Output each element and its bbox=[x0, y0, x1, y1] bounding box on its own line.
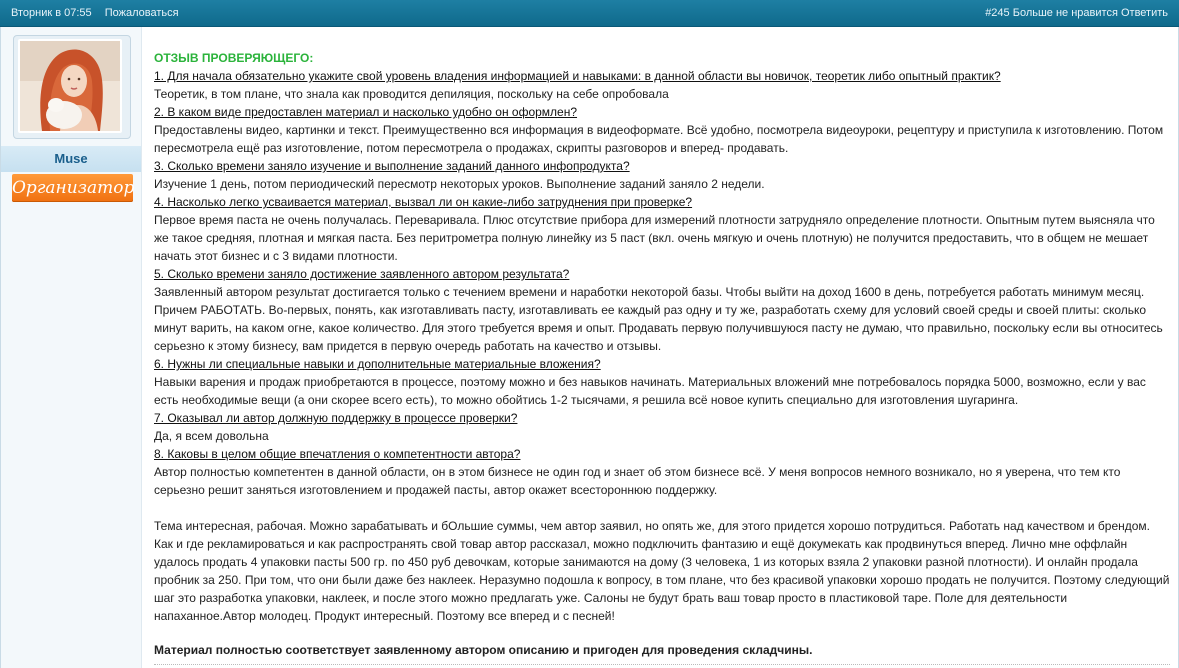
post-divider bbox=[154, 664, 1170, 665]
answer-6: Навыки варения и продаж приобретаются в процессе, поэтому можно и без навыков начинать. Материальных вложений мне потребовалось порядка 5000, возможно, если у вас есть необходимые вещи (а они скорее всего есть), то можно обойтись 1-2 тысячами, я решила всё новое купить специально для изготовления шугаринга. bbox=[154, 375, 1146, 407]
paragraph-gap bbox=[154, 499, 1170, 517]
conclusion-text: Материал полностью соответствует заявленному автором описанию и пригоден для проведения складчины. bbox=[154, 643, 813, 657]
question-5: 5. Сколько времени заняло достижение заявленного автором результата? bbox=[154, 267, 570, 281]
question-8: 8. Каковы в целом общие впечатления о компетентности автора? bbox=[154, 447, 521, 461]
question-6: 6. Нужны ли специальные навыки и дополнительные материальные вложения? bbox=[154, 357, 601, 371]
summary-paragraph: Тема интересная, рабочая. Можно зарабатывать и бОльшие суммы, чем автор заявил, но опять же, для этого придется хорошо потрудиться. Работать над качеством и брендом. Как и где рекламироваться и как распространять свой товар автор рассказал, можно подключить фантазию и ещё докумекать как продвинуться вперед. Лично мне оффлайн удалось продать 4 упаковки пасты 500 гр. по 450 руб девочкам, которые занимаются на дому (3 человека, 1 из которых взяла 2 упаковки разной плотности). И онлайн продала пробник за 250. При том, что они были даже без наклеек. Неразумно подошла к вопросу, в том плане, что без красивой упаковки хорошо продать не получится. Поэтому следующий шаг это разработка упаковки, наклеек, и после этого можно предлагать уже. Салоны не будут брать ваш товар просто в пластиковой таре. Поле для деятельности напаханное.Автор молодец. Продукт интересный. Поэтому все вперед и с песней! bbox=[154, 519, 1170, 623]
post-timestamp[interactable]: Вторник в 07:55 bbox=[11, 7, 92, 19]
user-title-badge: Организатор bbox=[12, 174, 133, 202]
user-sidebar bbox=[1, 27, 142, 668]
unlike-link[interactable]: Больше не нравится bbox=[1012, 7, 1118, 19]
answer-5: Заявленный автором результат достигается только с течением времени и наработки некоторой базы. Чтобы выйти на доход 1600 в день, потребуется работать минимум месяц. Причем РАБОТАТЬ. Во-первых, понять, как изготавливать пасту, изготавливать ее каждый раз одну и ту же, разработать схему для условий своей среды и своей плиты: сколько минут варить, на каком огне, какое количество. Для этого требуется время и опыт. Продавать первую получившуюся пасту не думаю, что правильно, поскольку если вы относитесь серьезно к этому бизнесу, вам придется в первую очередь работать на качество и отзывы. bbox=[154, 285, 1163, 353]
question-2: 2. В каком виде предоставлен материал и насколько удобно он оформлен? bbox=[154, 105, 578, 119]
question-4: 4. Насколько легко усваивается материал, вызвал ли он какие-либо затруднения при проверке? bbox=[154, 195, 693, 209]
answer-3: Изучение 1 день, потом периодический пересмотр некоторых уроков. Выполнение заданий заняло 2 недели. bbox=[154, 177, 765, 191]
answer-7: Да, я всем довольна bbox=[154, 429, 269, 443]
review-heading: ОТЗЫВ ПРОВЕРЯЮЩЕГО: bbox=[154, 51, 314, 65]
question-1: 1. Для начала обязательно укажите свой уровень владения информацией и навыками: в данной области вы новичок, теоретик либо опытный практик? bbox=[154, 69, 1001, 83]
username-link[interactable]: Muse bbox=[54, 151, 88, 166]
answer-2: Предоставлены видео, картинки и текст. Преимущественно вся информация в видеоформате. Всё удобно, посмотрела видеоуроки, рецептуру и приступила к изготовлению. Потом пересмотрела ещё раз изготовление, потом пересмотрела о продажах, скрипты разговоров и вперед- продавать. bbox=[154, 123, 1164, 155]
question-7: 7. Оказывал ли автор должную поддержку в процессе проверки? bbox=[154, 411, 518, 425]
reply-link[interactable]: Ответить bbox=[1120, 7, 1168, 19]
answer-8: Автор полностью компетентен в данной области, он в этом бизнесе не один год и знает об этом бизнесе всё. У меня вопросов немного возникало, но я уверена, что тем кто серьезно решит заняться изготовлением и продажей пасты, автор окажет всестороннюю поддержку. bbox=[154, 465, 1121, 497]
answer-1: Теоретик, в том плане, что знала как проводится депиляция, поскольку на себе опробовала bbox=[154, 87, 669, 101]
answer-4: Первое время паста не очень получалась. Переваривала. Плюс отсутствие прибора для измерений плотности затрудняло определение плотности. Опытным путем выясняла что же такое средняя, плотная и мягкая паста. Без перитрометра полную линейку из 5 паст (вкл. очень мягкую и очень плотную) не получится предоставить, что в общем не мешает начать этот бизнес и с 3 видами плотности. bbox=[154, 213, 1155, 263]
question-3: 3. Сколько времени заняло изучение и выполнение заданий данного инфопродукта? bbox=[154, 159, 630, 173]
post-container bbox=[0, 27, 1179, 668]
avatar[interactable] bbox=[18, 39, 122, 133]
report-link[interactable]: Пожаловаться bbox=[104, 7, 179, 19]
post-body bbox=[154, 49, 1170, 659]
post-number-link[interactable]: #245 bbox=[985, 7, 1010, 19]
avatar-image bbox=[20, 41, 120, 131]
post-header-bar bbox=[0, 0, 1179, 27]
avatar-frame bbox=[13, 35, 131, 139]
